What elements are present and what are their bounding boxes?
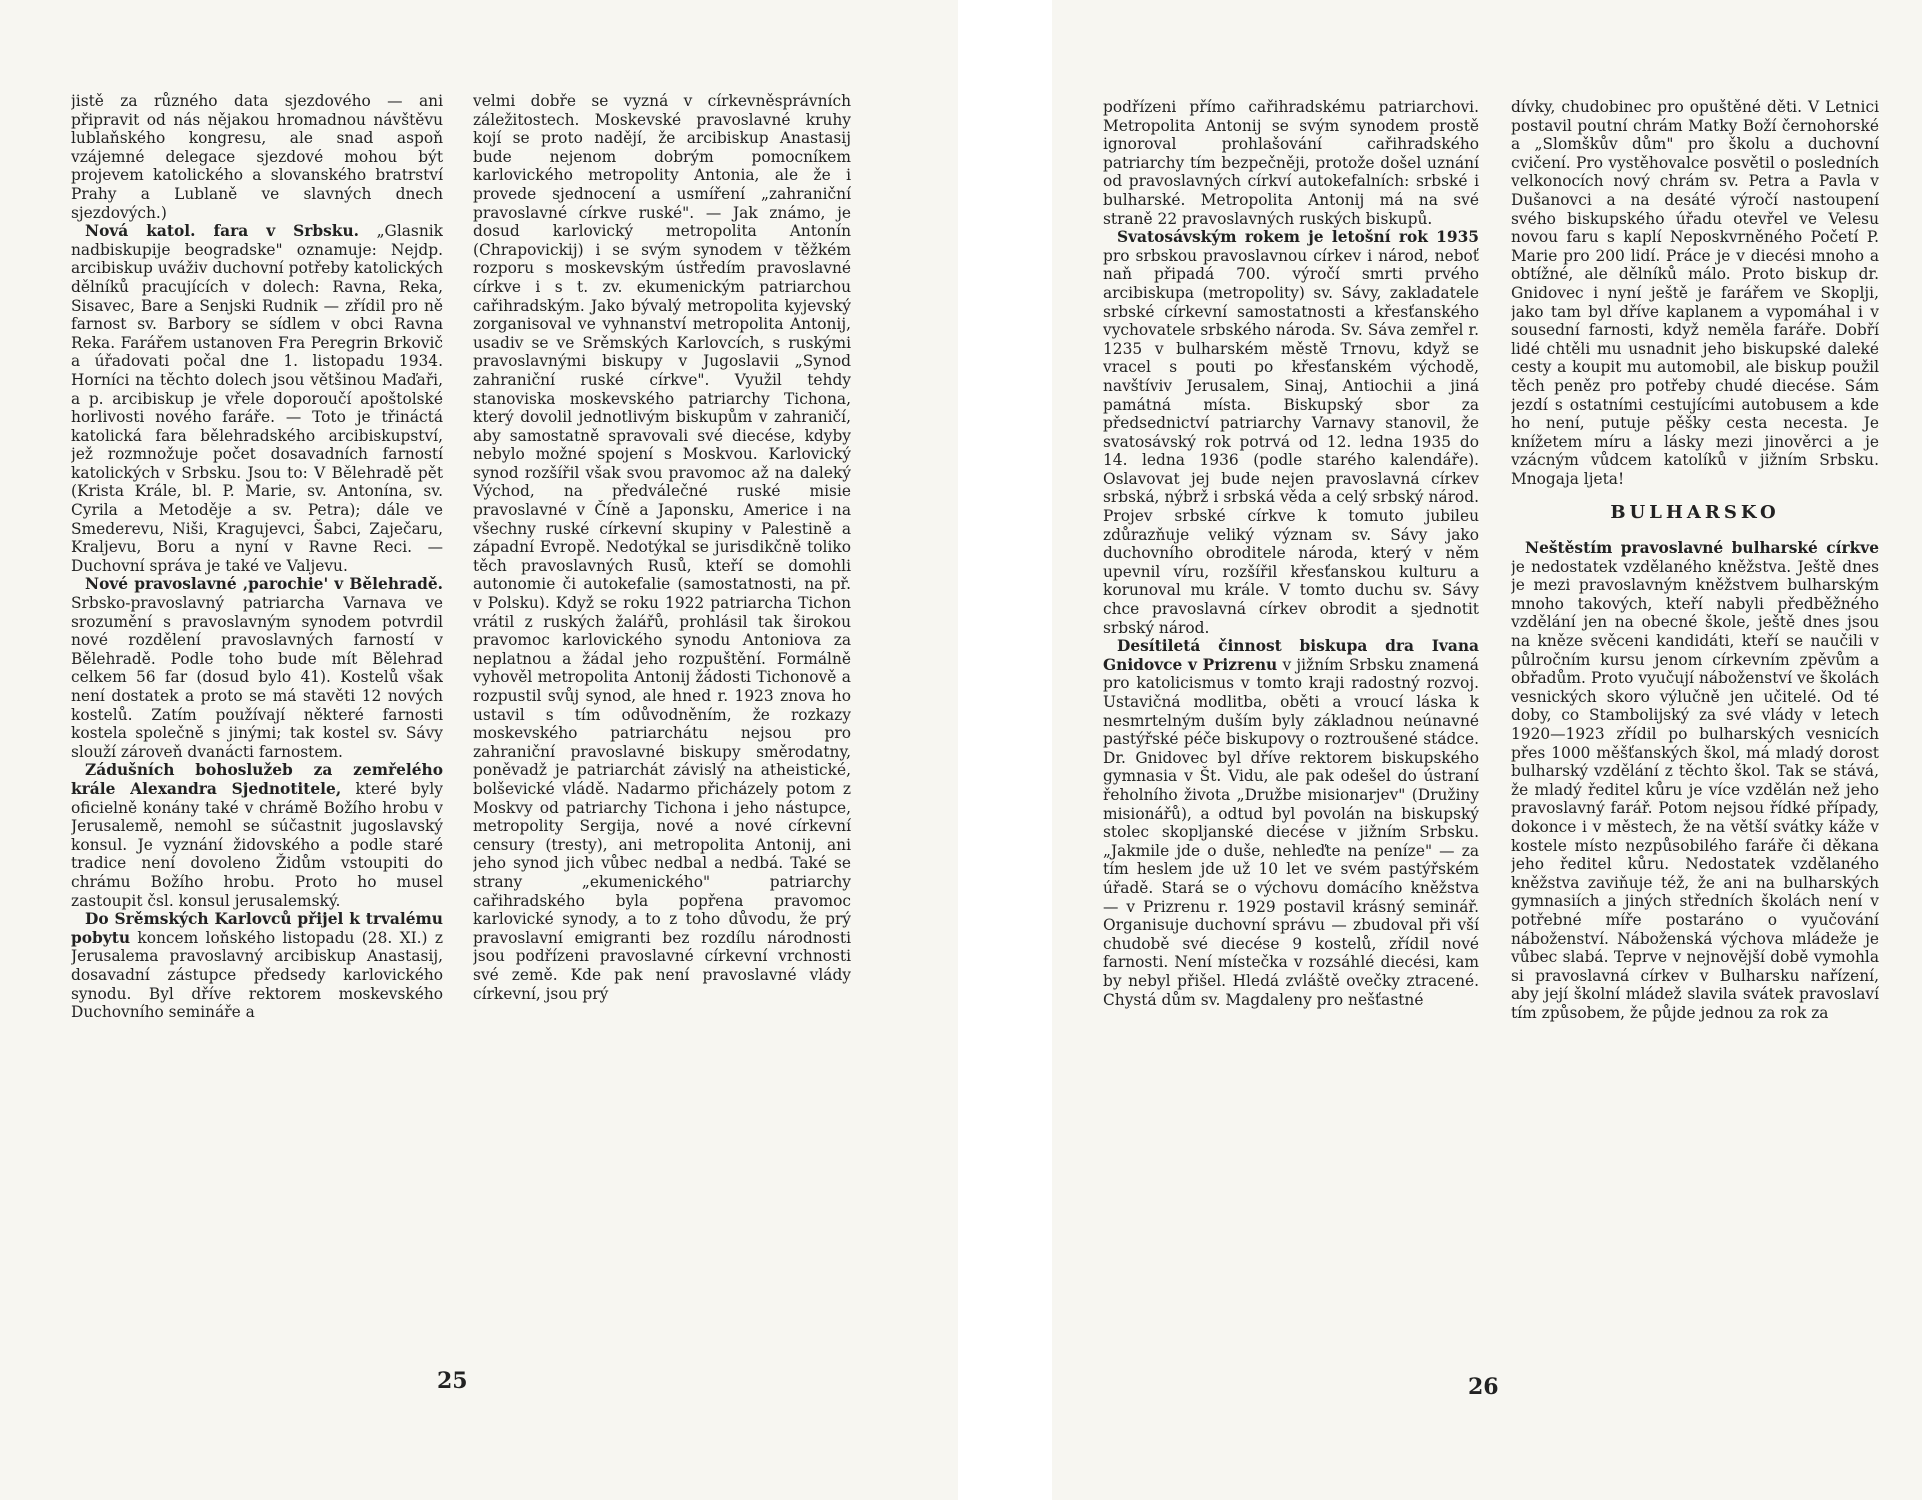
left-column-2 (473, 92, 851, 1382)
paragraph-text: velmi dobře se vyzná v církevněsprávních záležitostech. Moskevské pravoslavné kruhy kojí se proto nadějí, že arcibiskup Anastasij bude nejenom dobrým pomocníkem karlovického metropolity Antonia, ale že i provede sjednocení a usmíření „zahraniční pravoslavné církve ruské". — Jak známo, je dosud karlovický metropolita Antonín (Chrapovickij) i se svým synodem v těžkém rozporu s moskevským ústředím pravoslavné církve i s t. zv. ekumenickým patriarchou cařihradským. Jako bývalý metropolita kyjevský zorganisoval ve vyhnanství metropolita Antonij, usadiv se ve Srěmských Karlovcích, s ruskými pravoslavnými biskupy v Jugoslavii „Synod zahraniční ruské církve". Využil tehdy stanoviska moskevského patriarchy Tichona, který dovolil jednotlivým biskupům v zahraničí, aby samostatně spravovali své diecése, kdyby nebylo možné spojení s Moskvou. Karlovický synod rozšířil však svou pravomoc až na daleký Východ, na předválečné ruské misie pravoslavné v Číně a Japonsku, Americe i na všechny ruské církevní skupiny v Palestině a západní Evropě. Nedotýkal se jurisdikčně toliko těch pravoslavných Rusů, kteří se domohli autonomie či autokefalie (samostatnosti, na př. v Polsku). Když se roku 1922 patriarcha Tichon vrátil z ruských žalářů, prohlásil tak širokou pravomoc karlovického synodu Antoniova za neplatnou a žádal jeho rozpuštění. Formálně vyhověl metropolita Antonij žádosti Tichonově a rozpustil svůj synod, ale hned r. 1923 znova ho ustavil s tím odůvodněním, že rozkazy moskevského patriarchátu nejsou pro zahraniční pravoslavné biskupy směrodatny, poněvadž je patriarchát závislý na atheistické, bolševické vládě. Nadarmo přicházely potom z Moskvy od patriarchy Tichona i jeho nástupce, metropolity Sergija, nové a nové církevní censury (tresty), ani metropolita Antonij, ani jeho synod jich vůbec nedbal a nedbá. Také se strany „ekumenického" patriarchy cařihradského byla popřena pravomoc karlovické synody, a to z toho důvodu, že prý pravoslavní emigranti bez rozdílu národnosti jsou podřízeni pravoslavné církevní vrchnosti své země. Kde pak není pravoslavné vlády církevní, jsou prý (473, 92, 851, 1003)
article-bulharska-cirkev (1511, 539, 1879, 1022)
left-column-1 (71, 92, 443, 1382)
article-heading: Neštěstím pravoslavné bulharské církve (1525, 539, 1879, 558)
paragraph-text: dívky, chudobinec pro opuštěné děti. V Letnici postavil poutní chrám Matky Boží černohorské a „Slomškův dům" pro školu a duchovní cvičení. Pro vystěhovalce posvětil o posledních velkonocích nový chrám sv. Petra a Pavla v Dušanovci a na desáté výročí nastoupení svého biskupského úřadu otevřel ve Velesu novou faru s kaplí Neposkvrněného Početí P. Marie pro 200 lidí. Práce je v diecési mnoho a obtížné, ale dělníků málo. Proto biskup dr. Gnidovec i nyní ještě je farářem ve Skoplji, jako tam byl dříve kaplanem a vypomáhal i v sousední farnosti, když neměla faráře. Dobří lidé chtěli mu usnadnit jeho biskupské daleké cesty a koupit mu automobil, ale biskup použil těch peněz pro potřeby chudé diecése. Sám jezdí s ostatními cestujícími autobusem a kde ho není, putuje pěšky cesta necesta. Je knížetem míru a lásky mezi jinověrci a je vzácným vůdcem katolíků v jižním Srbsku. Mnogaja ljeta! (1511, 98, 1879, 488)
paragraph-text: jistě za různého data sjezdového — ani připravit od nás nějakou hromadnou návštěvu lublaňského kongresu, ale snad aspoň vzájemné delegace sjezdové mohou být projevem katolického a slovanského bratrství Prahy a Lublaně ve slavných dnech sjezdových.) (71, 92, 443, 222)
article-body: „Glasnik nadbiskupije beogradske" oznamuje: Nejdp. arcibiskup uváživ duchovní potřeby katolických dělníků pracujících v dolech: Ravna, Reka, Sisavec, Bare a Senjski Rudnik — zřídil pro ně farnost sv. Barbory se sídlem v obci Ravna Reka. Farářem ustanoven Fra Peregrin Brkovič a úřadovati počal dne 1. listopadu 1934. Horníci na těchto dolech jsou většinou Maďaři, a p. arcibiskup je vřele doporoučí apoštolské horlivosti nového faráře. — Toto je třináctá katolická fara bělehradského arcibiskupství, jež rozmnožuje počet dosavadních farností katolických v Srbsku. Jsou to: V Bělehradě pět (Krista Krále, bl. P. Marie, sv. Antonína, sv. Cyrila a Metoděje a sv. Petra); dále ve Smederevu, Niši, Kragujevci, Šabci, Zaječaru, Kraljevu, Boru a nyní v Ravne Reci. — Duchovní správa je také ve Valjevu. (71, 222, 443, 575)
paragraph (71, 92, 443, 222)
article-body: Srbsko-pravoslavný patriarcha Varnava ve srozumění s pravoslavným synodem potvrdil nové rozdělení pravoslavných farností v Bělehradě. Podle toho bude mít Bělehrad celkem 56 far (dosud bylo 41). Kostelů však není dostatek a proto se má stavěti 12 nových kostelů. Zatím používají některé farnosti kostela společně s jinými; tak kostel sv. Sávy slouží zároveň dvanácti farnostem. (71, 594, 443, 761)
paragraph (1511, 98, 1879, 488)
article-heading: Nové pravoslavné ‚parochie' v Bělehradě. (85, 575, 443, 594)
paragraph (1103, 98, 1479, 228)
article-body: pro srbskou pravoslavnou církev i národ, neboť naň připadá 700. výročí smrti prvého arcibiskupa (metropolity) sv. Sávy, zakladatele srbské církevní samostatnosti a křesťanského vychovatele srbského národa. Sv. Sáva zemřel r. 1235 v bulharském městě Trnovu, když se vracel s pouti po křesťanském východě, navštíviv Jerusalem, Sinaj, Antiochii a jiná památná místa. Biskupský sbor za předsednictví patriarchy Varnavy stanovil, že svatosávský rok potrvá od 12. ledna 1935 do 14. ledna 1936 (podle starého kalendáře). Oslavovat jej bude nejen pravoslavná církev srbská, nýbrž i srbská věda a celý srbský národ. Projev srbské církve k tomuto jubileu zdůrazňuje veliký význam sv. Sávy jako duchovního obroditele národa, který v něm upevnil víru, rozšířil křesťanskou kulturu a korunoval mu krále. V tomto duchu sv. Sávy chce pravoslavná církev obrodit a sjednotit srbský národ. (1103, 246, 1479, 637)
article-body: je nedostatek vzdělaného kněžstva. Ještě dnes je mezi pravoslavným kněžstvem bulharským mnoho takových, kteří nabyli předběžného vzdělání jen na obecné škole, ještě dnes jsou na kněze svěceni kandidáti, kteří se naučili v půlročním kursu jenom církevním zpěvům a obřadům. Proto vyučují náboženství ve školách vesnických skoro výlučně jen učitelé. Od té doby, co Stambolijský za své vlády v letech 1920—1923 zřídil po bulharských vesnicích přes 1000 měšťanských škol, má mladý dorost bulharský vzdělání z těchto škol. Tak se stává, že mladý ředitel kůru je více vzdělán než jeho pravoslavný farář. Potom nejsou řídké případy, dokonce i v městech, že na větší svátky káže v kostele místo nezpůsobilého faráře či děkana jeho ředitel kůru. Nedostatek vzdělaného kněžstva zaviňuje též, že ani na bulharských gymnasiích a jiných středních školách není v potřebné míře postaráno o vyučování náboženství. Náboženská výchova mládeže je vůbec slabá. Teprve v nejnovější době vymohla si pravoslavná církev v Bulharsku nařízení, aby její školní mládež slavila svátek pravoslaví tím způsobem, že půjde jednou za rok za (1511, 557, 1879, 1022)
paragraph (473, 92, 851, 1003)
article-heading: Svatosávským rokem je letošní rok 1935 (1117, 228, 1479, 247)
article-body: koncem loňského listopadu (28. XI.) z Jerusalema pravoslavný arcibiskup Anastasij, dosavadní zástupce předsedy karlovického synodu. Byl dříve rektorem moskevského Duchovního semináře a (71, 928, 443, 1022)
article-body: v jižním Srbsku znamená pro katolicismus v tomto kraji radostný rozvoj. Ustavičná modlitba, oběti a vroucí láska k nesmrtelným duším byly základnou neúnavné pastýřské péče biskupovy o roztroušené stádce. Dr. Gnidovec byl dříve rektorem biskupského gymnasia v Št. Vidu, ale pak odešel do ústraní řeholního života „Družbe misionarjev" (Družiny misionářů), a odtud byl povolán na biskupský stolec skopljanské diecése v jižním Srbsku. „Jakmile jde o duše, nehleďte na peníze" — za tím heslem jde už 10 let ve svém pastýřském úřadě. Stará se o výchovu domácího kněžstva — v Prizrenu r. 1929 postavil krásný seminář. Organisuje duchovní správu — zbudoval při vší chudobě své diecése 9 kostelů, zřídil nové farnosti. Není místečka v rozsáhlé diecési, kam by nebyl přišel. Hledá zvláště ovečky ztracené. Chystá dům sv. Magdaleny pro nešťastné (1103, 655, 1479, 1009)
article-svatosavsky-rok (1103, 228, 1479, 637)
article-heading: Do Srěmských Karlovců přijel k trvalému pobytu (71, 910, 443, 947)
article-gnidovec (1103, 637, 1479, 1009)
article-heading: Desítiletá činnost biskupa dra Ivana Gnidovce v Prizrenu (1103, 637, 1479, 674)
paragraph-text: podřízeni přímo cařihradskému patriarchovi. Metropolita Antonij se svým synodem prostě ignoroval prohlašování cařihradského patriarchy tím bezpečněji, protože došel uznání od pravoslavných církví autokefalních: srbské i bulharské. Metropolita Antonij má na své straně 22 pravoslavných ruských biskupů. (1103, 98, 1479, 228)
article-body: které byly oficielně konány také v chrámě Božího hrobu v Jerusalemě, nemohl se súčastnit jugoslavský konsul. Je vyznání židovského a podle staré tradice není dovoleno Židům vstoupiti do chrámu Božího hrobu. Proto ho musel zastoupit čsl. konsul jerusalemský. (71, 779, 443, 910)
left-page (0, 0, 958, 1500)
page-gutter (958, 0, 1052, 1500)
section-title: BULHARSKO (1610, 502, 1780, 524)
right-column-2 (1511, 98, 1879, 1388)
page-number: 26 (1468, 1374, 1499, 1400)
right-column-1 (1103, 98, 1479, 1388)
article-zadusni-bohosluzby (71, 761, 443, 910)
article-karlovci (71, 910, 443, 1022)
article-heading: Zádušních bohoslužeb za zemřelého krále Alexandra Sjednotitele, (71, 761, 443, 798)
page-number: 25 (437, 1368, 468, 1394)
article-heading: Nová katol. fara v Srbsku. (85, 222, 360, 241)
article-nova-fara (71, 222, 443, 575)
article-parochie (71, 575, 443, 761)
